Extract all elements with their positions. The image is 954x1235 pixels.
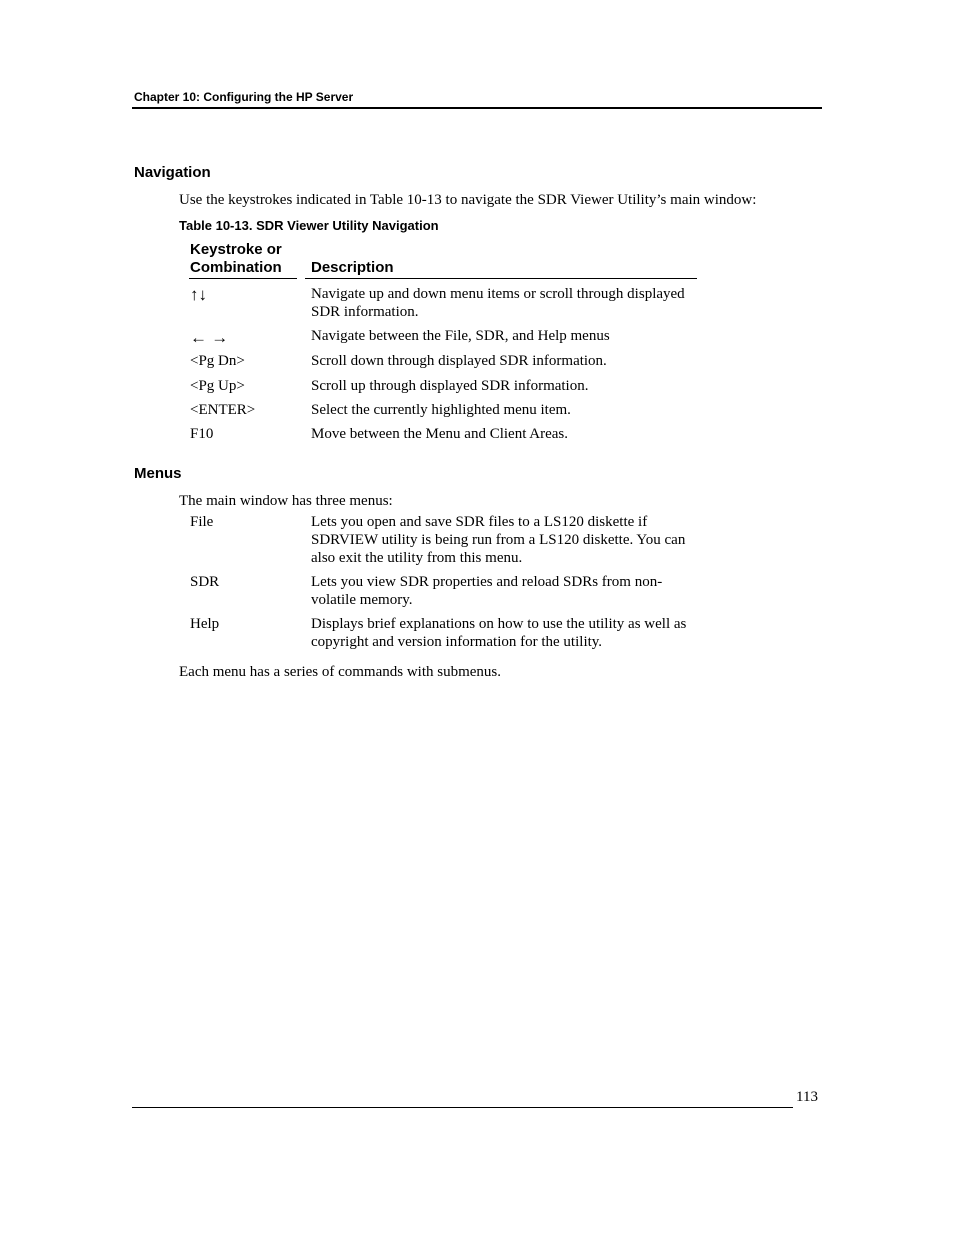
column-header-keystroke: [190, 241, 282, 277]
navigation-heading: Navigation: [134, 164, 211, 181]
footer-rule: [132, 1107, 793, 1108]
row-description: Navigate up and down menu items or scroll through displayed SDR information.: [311, 286, 685, 320]
row-description: Select the currently highlighted menu item.: [311, 402, 571, 418]
menus-closing: Each menu has a series of commands with submenus.: [179, 664, 502, 680]
page-number: 113: [796, 1089, 818, 1105]
column-header-keystroke-line1: Keystroke or: [190, 241, 282, 258]
menu-description: Lets you view SDR properties and reload SDRs from non-volatile memory.: [311, 574, 663, 608]
header-rule: [132, 107, 822, 109]
row-description: Scroll up through displayed SDR information.: [311, 378, 589, 394]
menu-name-sdr: SDR: [190, 574, 220, 590]
arrow-up-down-icon: ↑↓: [190, 285, 207, 304]
menu-name-help: Help: [190, 616, 220, 632]
menu-name-file: File: [190, 514, 214, 530]
column-header-keystroke-line2: Combination: [190, 259, 282, 276]
row-description: Move between the Menu and Client Areas.: [311, 426, 569, 442]
row-key: <Pg Up>: [190, 378, 245, 394]
running-header: Chapter 10: Configuring the HP Server: [134, 90, 354, 104]
menu-description: Displays brief explanations on how to use the utility as well as copyright and version information for the utility.: [311, 616, 687, 650]
row-key: F10: [190, 426, 214, 442]
column-rule-keystroke: [189, 278, 297, 279]
row-key: <Pg Dn>: [190, 353, 245, 369]
row-description: Navigate between the File, SDR, and Help menus: [311, 328, 610, 344]
arrow-left-right-icon: ← →: [190, 328, 229, 347]
row-key: <ENTER>: [190, 402, 256, 418]
navigation-intro: Use the keystrokes indicated in Table 10-13 to navigate the SDR Viewer Utility’s main window:: [179, 192, 757, 208]
menus-heading: Menus: [134, 465, 182, 482]
row-description: Scroll down through displayed SDR information.: [311, 353, 607, 369]
column-rule-description: [305, 278, 697, 279]
menu-description: Lets you open and save SDR files to a LS120 diskette if SDRVIEW utility is being run from a LS120 diskette. You can also exit the utility from this menu.: [311, 514, 686, 566]
menus-intro: The main window has three menus:: [179, 493, 393, 509]
column-header-description: Description: [311, 259, 394, 276]
table-caption: Table 10-13. SDR Viewer Utility Navigation: [179, 218, 439, 233]
